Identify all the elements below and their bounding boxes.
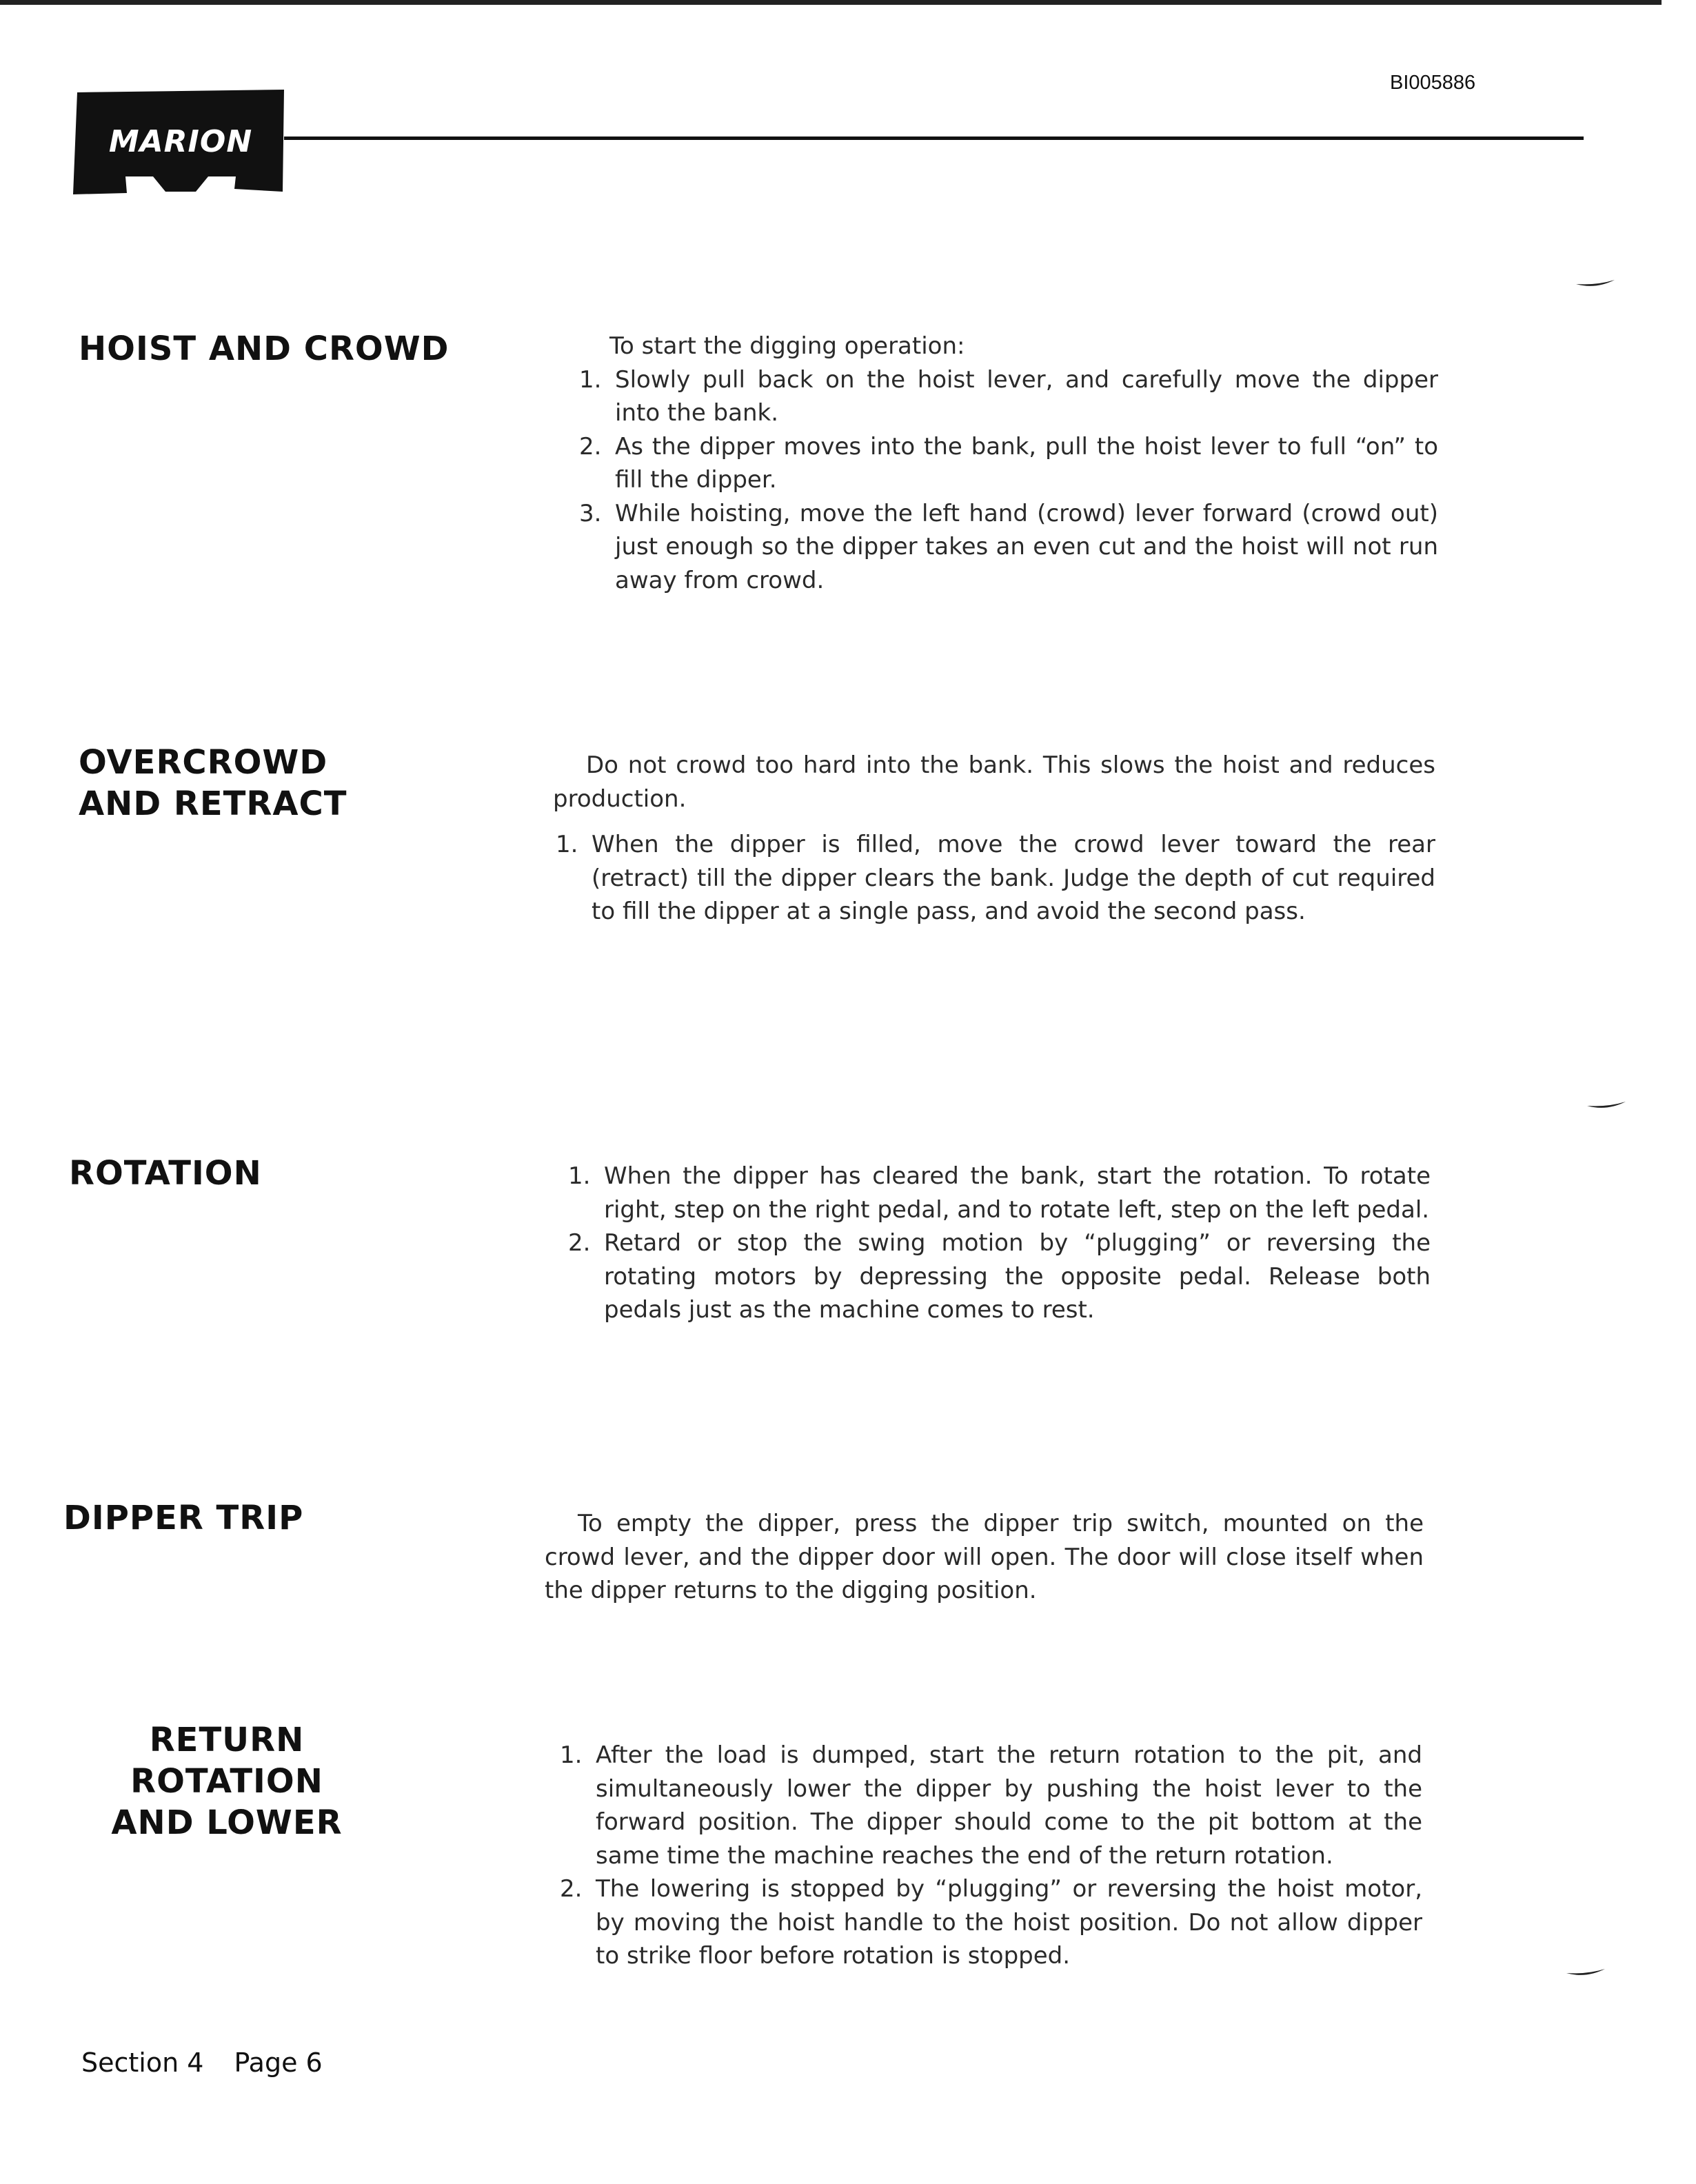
item-number: 2.	[560, 1875, 583, 1903]
item-text: When the dipper is filled, move the crowd lever toward the rear (retract) till the dipper clears the bank. Judge the depth of cut required to fill the dipper at a single pass, and avoid the second pass.	[592, 831, 1435, 925]
section-return-rotation-and-lower	[557, 1739, 1422, 1973]
item-text: While hoisting, move the left hand (crowd) lever forward (crowd out) just enough so the dipper takes an even cut and the hoist will not run away from crowd.	[615, 499, 1438, 594]
header-rule	[284, 136, 1584, 140]
margin-mark-icon	[1586, 1100, 1627, 1111]
footer-section: Section 4	[81, 2048, 204, 2078]
margin-mark-icon	[1575, 279, 1616, 290]
heading-line: OVERCROWD	[79, 743, 328, 782]
item-number: 2.	[579, 432, 602, 461]
section-overcrowd-and-retract	[553, 749, 1435, 929]
heading-line: RETURN ROTATION	[130, 1721, 323, 1801]
section-dipper-trip	[545, 1507, 1424, 1608]
item-number: 1.	[568, 1162, 591, 1190]
step-list	[576, 363, 1438, 598]
item-number: 1.	[556, 831, 578, 858]
footer-page: Page 6	[234, 2048, 323, 2078]
section-intro: Do not crowd too hard into the bank. This slows the hoist and reduces production.	[553, 751, 1435, 813]
heading-line: ROTATION	[69, 1154, 262, 1193]
heading-rotation	[69, 1153, 262, 1194]
item-text: As the dipper moves into the bank, pull the hoist lever to full “on” to fill the dipper.	[615, 432, 1438, 494]
logo-text: MARION	[108, 124, 253, 159]
list-item	[557, 1872, 1422, 1973]
page-footer	[81, 2048, 353, 2078]
section-hoist-and-crowd	[576, 330, 1438, 597]
marion-logo	[73, 88, 288, 196]
section-intro: To empty the dipper, press the dipper trip switch, mounted on the crowd lever, and the dipper door will open. The door will close itself when the dipper returns to the digging position.	[545, 1510, 1424, 1604]
document-id: BI005886	[1390, 72, 1476, 94]
heading-dipper-trip	[63, 1497, 303, 1539]
item-text: After the load is dumped, start the return rotation to the pit, and simultaneously lower the dipper by pushing the hoist lever to the forward position. The dipper should come to the pit bottom at the same time the machine reaches the end of the return rotation.	[596, 1741, 1422, 1870]
list-item	[565, 1160, 1431, 1226]
item-number: 1.	[579, 365, 602, 394]
section-intro: To start the digging operation:	[609, 332, 965, 360]
heading-return-rotation-and-lower	[58, 1719, 396, 1843]
heading-overcrowd-and-retract	[79, 742, 347, 825]
heading-line: AND LOWER	[111, 1803, 343, 1842]
heading-line: HOIST AND CROWD	[79, 330, 450, 368]
scan-edge	[0, 0, 1662, 5]
list-item	[565, 1226, 1431, 1327]
heading-line: DIPPER TRIP	[63, 1499, 304, 1537]
list-item	[576, 497, 1438, 598]
item-number: 2.	[568, 1229, 591, 1257]
item-number: 1.	[560, 1741, 583, 1769]
item-text: Slowly pull back on the hoist lever, and carefully move the dipper into the bank.	[615, 365, 1438, 427]
step-list	[553, 828, 1435, 929]
list-item	[553, 828, 1435, 929]
list-item	[576, 430, 1438, 497]
item-text: Retard or stop the swing motion by “plugging” or reversing the rotating motors by depressing the opposite pedal. Release both pedals just as the machine comes to rest.	[604, 1229, 1431, 1324]
item-number: 3.	[579, 499, 602, 527]
item-text: When the dipper has cleared the bank, start the rotation. To rotate right, step on the right pedal, and to rotate left, step on the left pedal.	[604, 1162, 1431, 1224]
item-text: The lowering is stopped by “plugging” or reversing the hoist motor, by moving the hoist handle to the hoist position. Do not allow dipper to strike floor before rotation is stopped.	[596, 1875, 1422, 1970]
step-list	[565, 1160, 1431, 1327]
list-item	[576, 363, 1438, 430]
margin-mark-icon	[1565, 1968, 1606, 1979]
section-rotation	[565, 1160, 1431, 1327]
step-list	[557, 1739, 1422, 1973]
heading-hoist-and-crowd	[79, 328, 450, 370]
heading-line: AND RETRACT	[79, 785, 347, 823]
list-item	[557, 1739, 1422, 1872]
